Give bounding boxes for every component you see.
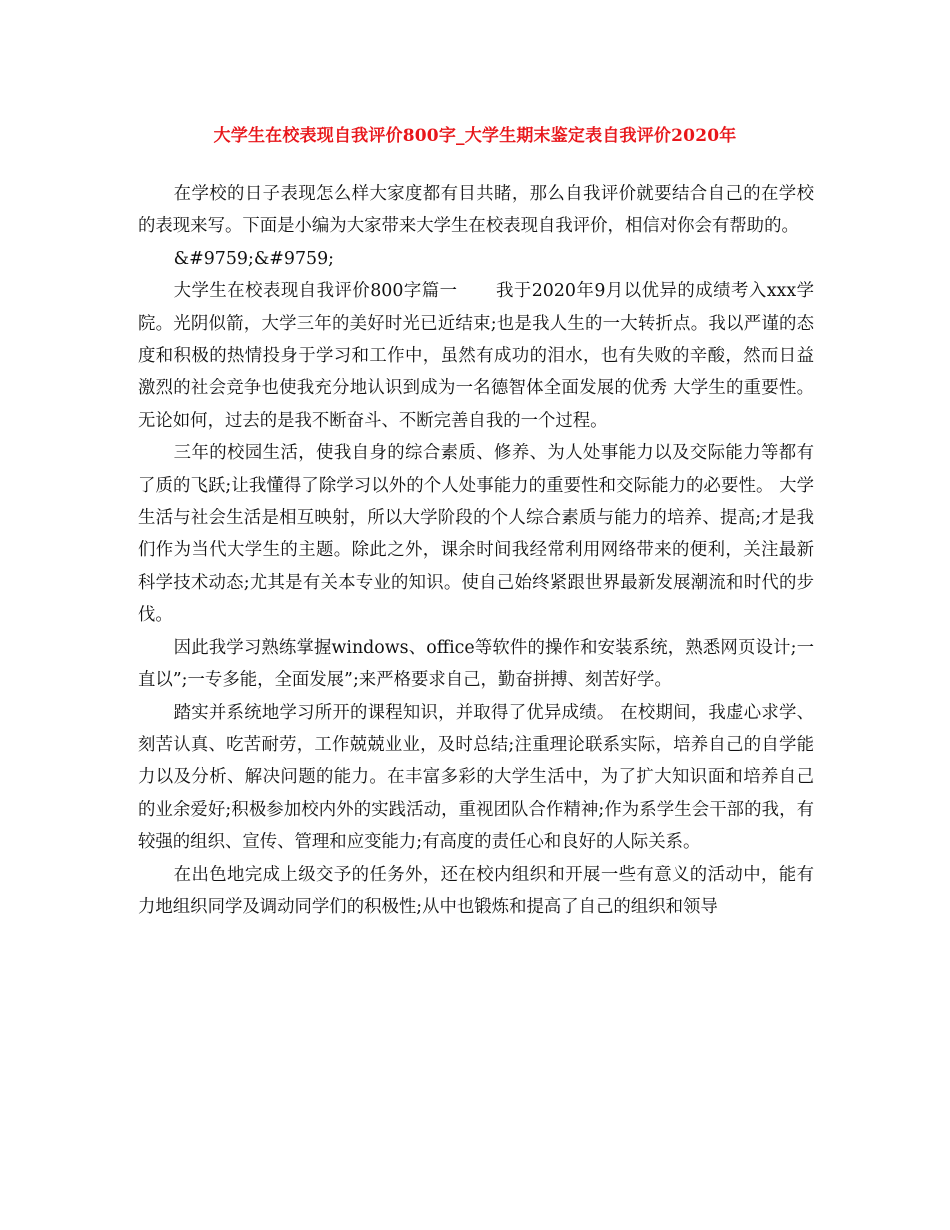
paragraph-software-skills: 因此我学习熟练掌握windows、office等软件的操作和安装系统，熟悉网页设计;一直以”;一专多能，全面发展”;来严格要求自己，勤奋拼搏、刻苦好学。 [138, 637, 814, 691]
document-title: 大学生在校表现自我评价800字_大学生期末鉴定表自我评价2020年 [213, 126, 737, 146]
paragraph-organization: 在出色地完成上级交予的任务外，还在校内组织和开展一些有意义的活动中，能有力地组织同学及调动同学们的积极性;从中也锻炼和提高了自己的组织和领导 [138, 864, 814, 917]
essay-first-paragraph [138, 275, 814, 437]
paragraph-study: 踏实并系统地学习所开的课程知识，并取得了优异成绩。 在校期间，我虚心求学、刻苦认真、吃苦耐劳，工作兢兢业业，及时总结;注重理论联系实际，培养自己的自学能力以及分析、解决问题的能力。在丰富多彩的大学生活中，为了扩大知识面和培养自己的业余爱好;积极参加校内外的实践活动，重视团队合作精神;作为系学生会干部的我，有较强的组织、宣传、管理和应变能力;有高度的责任心和良好的人际关系。 [138, 702, 814, 853]
paragraph-campus-life: 三年的校园生活，使我自身的综合素质、修养、为人处事能力以及交际能力等都有了质的飞跃;让我懂得了除学习以外的个人处事能力的重要性和交际能力的必要性。 大学生活与社会生活是相互映射，所以大学阶段的个人综合素质与能力的培养、提高;才是我们作为当代大学生的主题。除此之外，课余时间我经常利用网络带来的便利，关注最新科学技术动态;尤其是有关本专业的知识。使自己始终紧跟世界最新发展潮流和时代的步伐。 [138, 443, 814, 626]
essay-first-paragraph-text: 我于2020年9月以优异的成绩考入xxx学院。光阴似箭，大学三年的美好时光已近结束;也是我人生的一大转折点。我以严谨的态度和积极的热情投身于学习和工作中，虽然有成功的泪水，也有失败的辛酸，然而日益激烈的社会竞争也使我充分地认识到成为一名德智体全面发展的优秀 大学生的重要性。无论如何，过去的是我不断奋斗、不断完善自我的一个过程。 [138, 281, 815, 431]
essay-heading: 大学生在校表现自我评价800字篇一 [173, 281, 458, 302]
intro-paragraph: 在学校的日子表现怎么样大家度都有目共睹，那么自我评价就要结合自己的在学校的表现来写。下面是小编为大家带来大学生在校表现自我评价，相信对你会有帮助的。 [138, 184, 814, 237]
document-body [138, 178, 814, 923]
entity-text-line: &#9759;&#9759; [173, 248, 334, 269]
